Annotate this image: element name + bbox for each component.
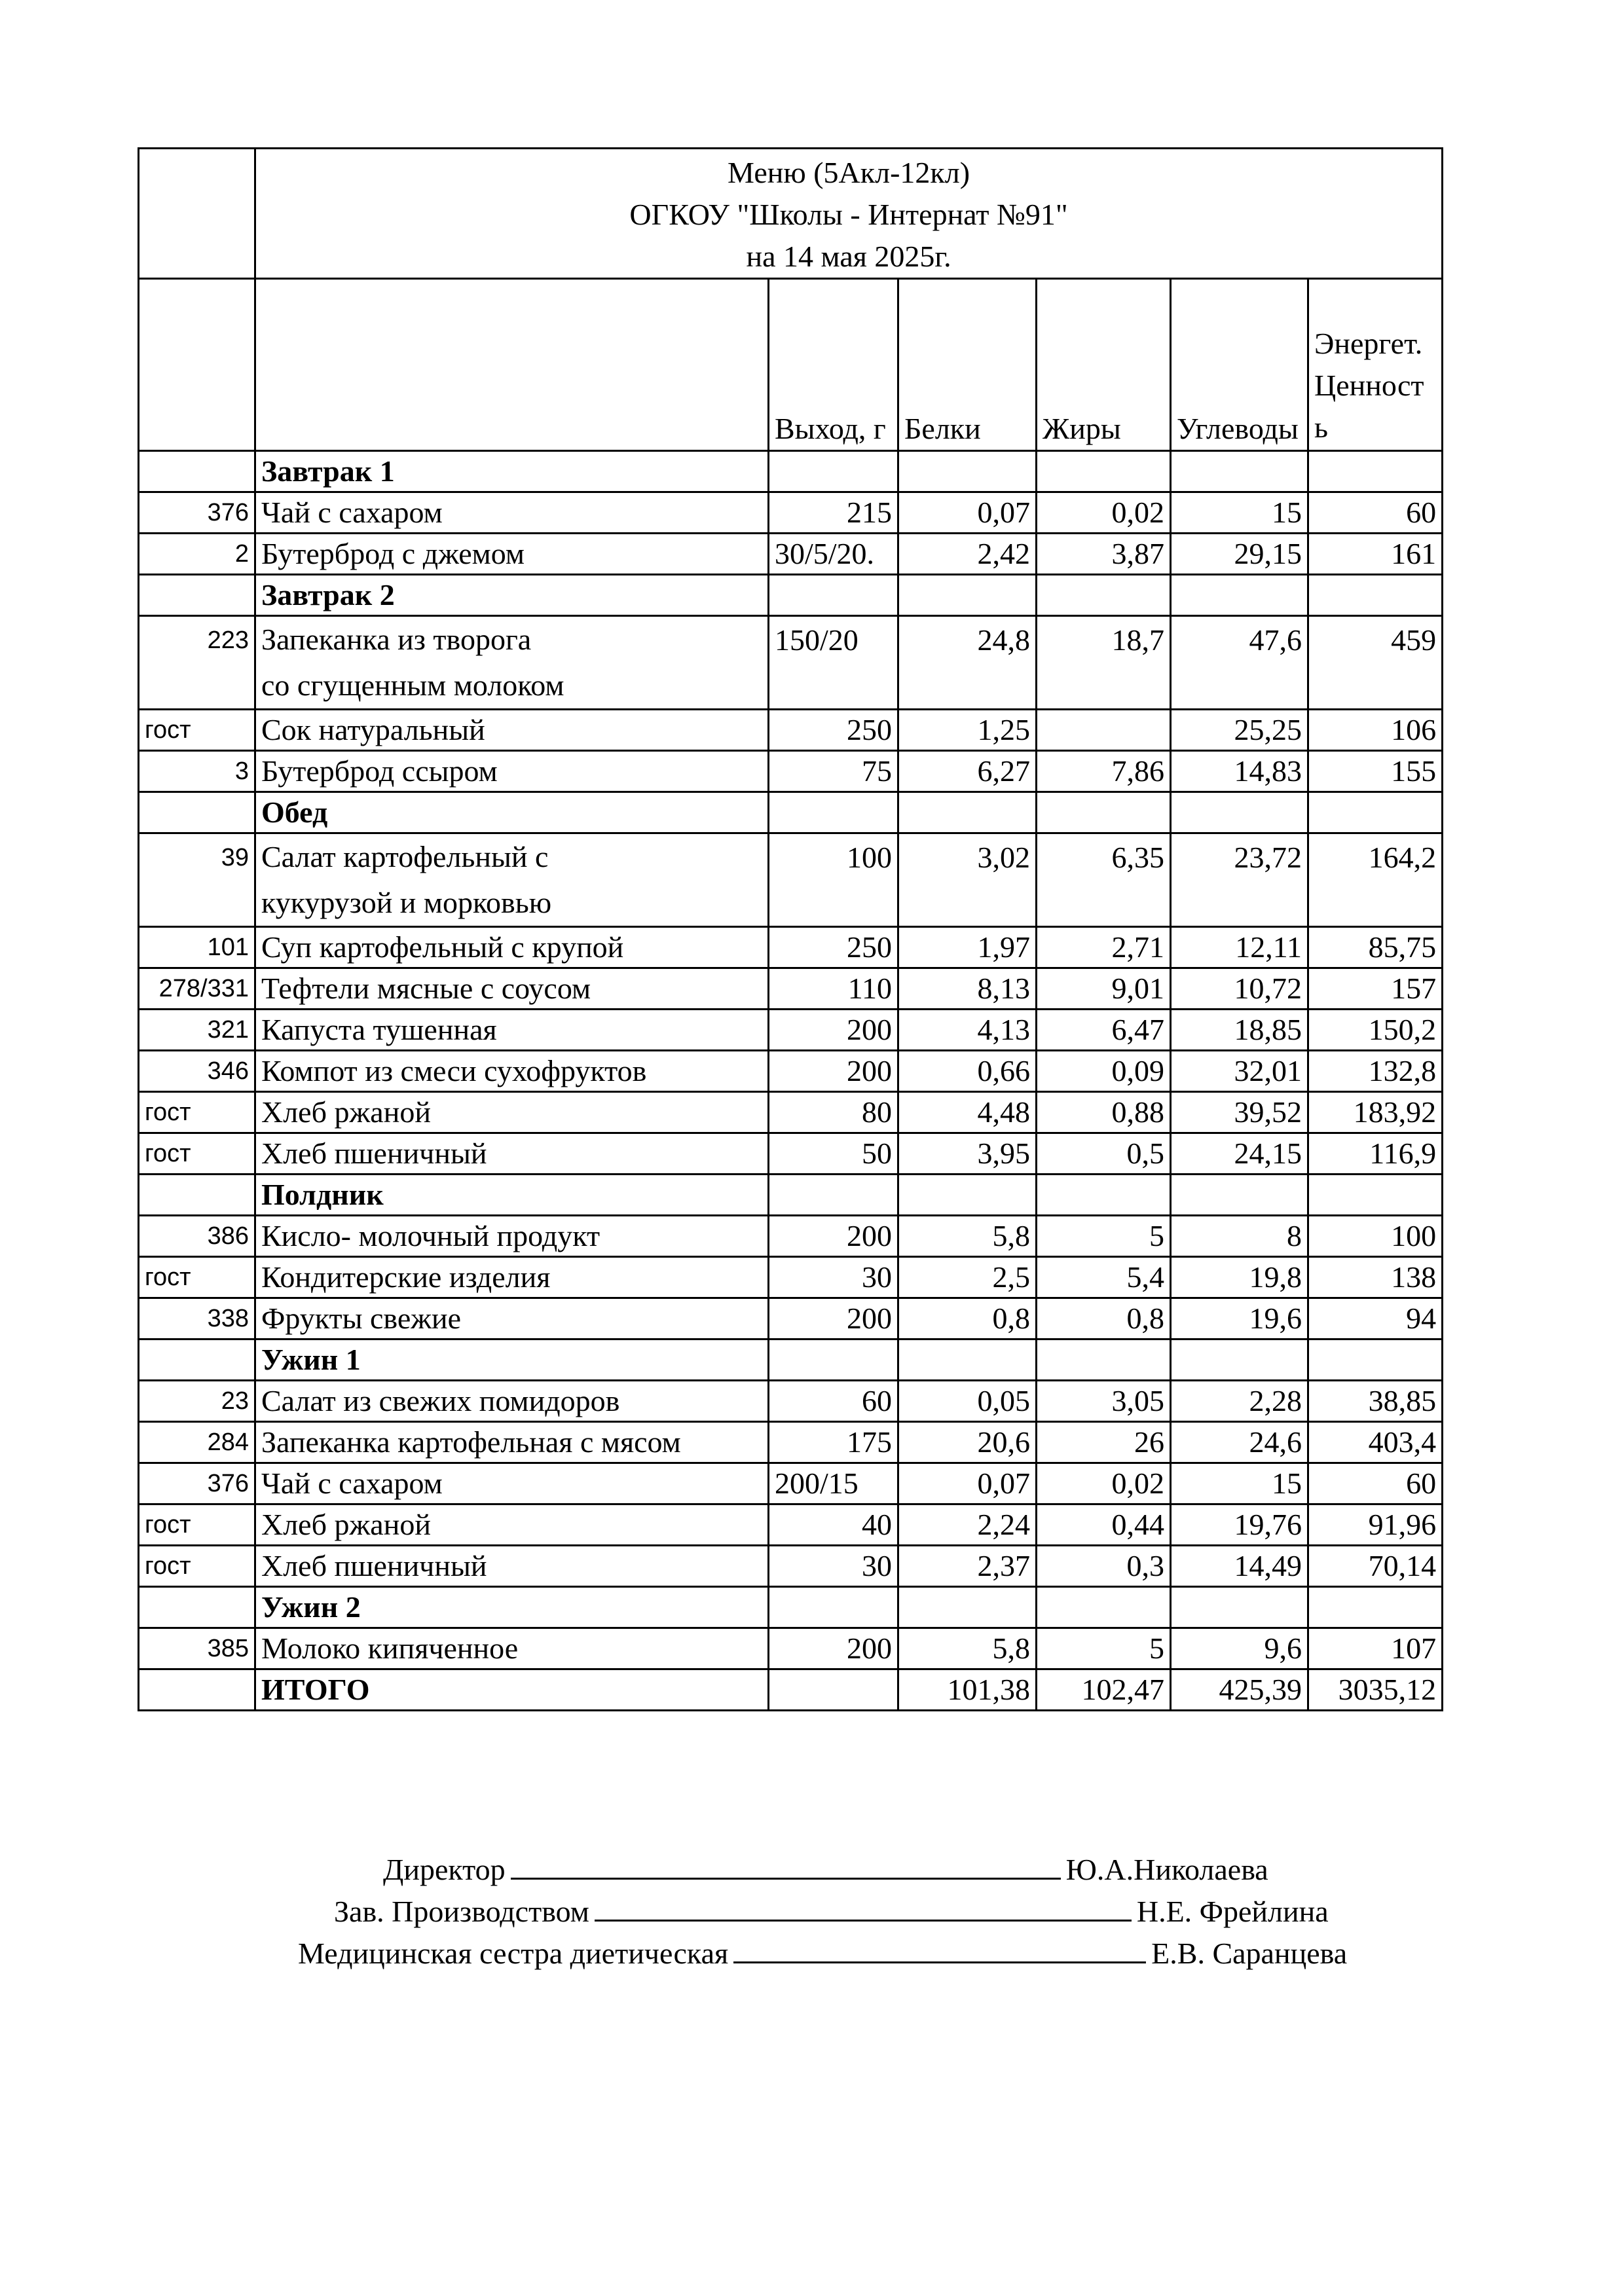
cell-protein: 101,38 xyxy=(898,1669,1037,1711)
cell-energy: 183,92 xyxy=(1308,1092,1443,1133)
cell-fat xyxy=(1037,1175,1171,1216)
recipe-code: 101 xyxy=(139,927,255,968)
title-row xyxy=(139,149,1443,279)
cell-energy: 138 xyxy=(1308,1257,1443,1298)
dish-name: Чай с сахаром xyxy=(255,1463,769,1504)
recipe-code xyxy=(139,1669,255,1711)
cell-protein xyxy=(898,792,1037,833)
cell-fat: 102,47 xyxy=(1037,1669,1171,1711)
cell-fat xyxy=(1037,575,1171,616)
cell-protein: 4,13 xyxy=(898,1010,1037,1051)
total-row xyxy=(139,1669,1443,1711)
cell-carbs: 14,83 xyxy=(1171,751,1308,792)
cell-carbs: 14,49 xyxy=(1171,1546,1308,1587)
cell-output: 250 xyxy=(769,710,898,751)
dish-name-line-2: кукурузой и морковью xyxy=(261,886,552,919)
section-title: Завтрак 2 xyxy=(255,575,769,616)
cell-output: 250 xyxy=(769,927,898,968)
cell-carbs xyxy=(1171,1175,1308,1216)
cell-fat xyxy=(1037,1587,1171,1628)
recipe-code: гост xyxy=(139,710,255,751)
recipe-code xyxy=(139,575,255,616)
dish-name: Суп картофельный с крупой xyxy=(255,927,769,968)
dish-name: Салат из свежих помидоров xyxy=(255,1381,769,1422)
cell-protein: 20,6 xyxy=(898,1422,1037,1463)
cell-output: 50 xyxy=(769,1133,898,1175)
section-title: Ужин 2 xyxy=(255,1587,769,1628)
recipe-code xyxy=(139,1339,255,1381)
recipe-code xyxy=(139,1587,255,1628)
cell-protein: 1,25 xyxy=(898,710,1037,751)
cell-output: 75 xyxy=(769,751,898,792)
header-carbs: Углеводы xyxy=(1171,279,1308,451)
cell-fat: 0,3 xyxy=(1037,1546,1171,1587)
cell-energy xyxy=(1308,1175,1443,1216)
dish-name: Чай с сахаром xyxy=(255,492,769,534)
cell-carbs: 32,01 xyxy=(1171,1051,1308,1092)
dish-name: Сок натуральный xyxy=(255,710,769,751)
dish-name: Компот из смеси сухофруктов xyxy=(255,1051,769,1092)
cell-energy: 91,96 xyxy=(1308,1504,1443,1546)
cell-fat xyxy=(1037,451,1171,492)
cell-carbs: 47,6 xyxy=(1171,616,1308,710)
cell-protein: 0,07 xyxy=(898,1463,1037,1504)
signature-name: Н.Е. Фрейлина xyxy=(1136,1895,1329,1928)
table-row xyxy=(139,1092,1443,1133)
cell-fat: 0,88 xyxy=(1037,1092,1171,1133)
cell-energy: 85,75 xyxy=(1308,927,1443,968)
cell-energy: 161 xyxy=(1308,534,1443,575)
signature-director xyxy=(383,1846,1268,1891)
table-row xyxy=(139,1216,1443,1257)
section-row xyxy=(139,792,1443,833)
table-row xyxy=(139,492,1443,534)
section-row xyxy=(139,451,1443,492)
cell-fat xyxy=(1037,710,1171,751)
cell-protein: 0,66 xyxy=(898,1051,1037,1092)
section-row xyxy=(139,1175,1443,1216)
cell-carbs: 19,76 xyxy=(1171,1504,1308,1546)
signature-role: Медицинская сестра диетическая xyxy=(298,1937,729,1970)
cell-fat: 5,4 xyxy=(1037,1257,1171,1298)
cell-fat: 5 xyxy=(1037,1628,1171,1669)
signature-nurse xyxy=(298,1930,1347,1975)
table-row xyxy=(139,1381,1443,1422)
cell-fat: 2,71 xyxy=(1037,927,1171,968)
section-title: Ужин 1 xyxy=(255,1339,769,1381)
title-line-2: ОГКОУ "Школы - Интернат №91" xyxy=(629,198,1068,231)
table-row xyxy=(139,1051,1443,1092)
dish-name: Хлеб пшеничный xyxy=(255,1133,769,1175)
cell-carbs: 39,52 xyxy=(1171,1092,1308,1133)
signature-line xyxy=(733,1930,1146,1963)
recipe-code: гост xyxy=(139,1257,255,1298)
cell-energy xyxy=(1308,451,1443,492)
cell-energy: 100 xyxy=(1308,1216,1443,1257)
cell-energy: 94 xyxy=(1308,1298,1443,1339)
cell-protein: 1,97 xyxy=(898,927,1037,968)
cell-energy xyxy=(1308,1587,1443,1628)
dish-name: Хлеб ржаной xyxy=(255,1504,769,1546)
cell-carbs: 25,25 xyxy=(1171,710,1308,751)
table-row xyxy=(139,927,1443,968)
cell-output: 200 xyxy=(769,1051,898,1092)
cell-fat: 0,44 xyxy=(1037,1504,1171,1546)
table-row xyxy=(139,1257,1443,1298)
cell-protein xyxy=(898,1587,1037,1628)
cell-carbs: 15 xyxy=(1171,1463,1308,1504)
header-row xyxy=(139,279,1443,451)
cell-energy xyxy=(1308,1339,1443,1381)
cell-output xyxy=(769,1339,898,1381)
cell-output xyxy=(769,1669,898,1711)
cell-energy: 116,9 xyxy=(1308,1133,1443,1175)
cell-protein: 3,95 xyxy=(898,1133,1037,1175)
recipe-code: 3 xyxy=(139,751,255,792)
cell-output: 150/20 xyxy=(769,616,898,710)
recipe-code xyxy=(139,451,255,492)
cell-energy: 155 xyxy=(1308,751,1443,792)
cell-protein: 5,8 xyxy=(898,1628,1037,1669)
signature-role: Директор xyxy=(383,1853,506,1886)
dish-name xyxy=(255,616,769,710)
cell-energy xyxy=(1308,575,1443,616)
table-row xyxy=(139,1010,1443,1051)
header-energy-line-1: Энергет. xyxy=(1314,327,1423,360)
cell-output: 80 xyxy=(769,1092,898,1133)
cell-output: 60 xyxy=(769,1381,898,1422)
table-row xyxy=(139,534,1443,575)
total-label: ИТОГО xyxy=(255,1669,769,1711)
cell-protein xyxy=(898,575,1037,616)
cell-energy: 107 xyxy=(1308,1628,1443,1669)
recipe-code: 223 xyxy=(139,616,255,710)
dish-name: Молоко кипяченное xyxy=(255,1628,769,1669)
cell-protein: 2,5 xyxy=(898,1257,1037,1298)
cell-output: 200 xyxy=(769,1216,898,1257)
cell-output: 200 xyxy=(769,1010,898,1051)
recipe-code: 2 xyxy=(139,534,255,575)
cell-fat: 6,35 xyxy=(1037,833,1171,927)
cell-carbs xyxy=(1171,1339,1308,1381)
cell-energy: 403,4 xyxy=(1308,1422,1443,1463)
cell-energy: 132,8 xyxy=(1308,1051,1443,1092)
dish-name: Хлеб пшеничный xyxy=(255,1546,769,1587)
table-row xyxy=(139,968,1443,1010)
cell-carbs: 19,6 xyxy=(1171,1298,1308,1339)
recipe-code: 376 xyxy=(139,492,255,534)
signature-name: Е.В. Саранцева xyxy=(1151,1937,1348,1970)
cell-protein: 24,8 xyxy=(898,616,1037,710)
cell-output: 30 xyxy=(769,1257,898,1298)
recipe-code xyxy=(139,792,255,833)
cell-output: 175 xyxy=(769,1422,898,1463)
dish-name-line-1: Салат картофельный с xyxy=(261,840,549,873)
recipe-code: гост xyxy=(139,1546,255,1587)
cell-fat: 0,8 xyxy=(1037,1298,1171,1339)
cell-carbs: 2,28 xyxy=(1171,1381,1308,1422)
recipe-code: 376 xyxy=(139,1463,255,1504)
header-output: Выход, г xyxy=(769,279,898,451)
section-title: Обед xyxy=(255,792,769,833)
recipe-code: гост xyxy=(139,1504,255,1546)
table-row xyxy=(139,1298,1443,1339)
cell-energy: 157 xyxy=(1308,968,1443,1010)
cell-energy: 3035,12 xyxy=(1308,1669,1443,1711)
cell-protein xyxy=(898,1175,1037,1216)
recipe-code xyxy=(139,1175,255,1216)
header-energy-line-3: ь xyxy=(1314,410,1328,444)
cell-output: 30/5/20. xyxy=(769,534,898,575)
cell-carbs xyxy=(1171,575,1308,616)
cell-output: 100 xyxy=(769,833,898,927)
signature-name: Ю.А.Николаева xyxy=(1065,1853,1268,1886)
dish-name-line-2: со сгущенным молоком xyxy=(261,668,564,702)
section-row xyxy=(139,1587,1443,1628)
cell-protein: 5,8 xyxy=(898,1216,1037,1257)
section-row xyxy=(139,1339,1443,1381)
cell-fat: 0,02 xyxy=(1037,1463,1171,1504)
cell-output: 200 xyxy=(769,1628,898,1669)
cell-carbs xyxy=(1171,792,1308,833)
table-row xyxy=(139,1504,1443,1546)
cell-carbs: 23,72 xyxy=(1171,833,1308,927)
table-row xyxy=(139,833,1443,927)
dish-name: Бутерброд ссыром xyxy=(255,751,769,792)
section-title: Полдник xyxy=(255,1175,769,1216)
table-row xyxy=(139,1463,1443,1504)
dish-name: Фрукты свежие xyxy=(255,1298,769,1339)
recipe-code: 39 xyxy=(139,833,255,927)
cell-carbs: 18,85 xyxy=(1171,1010,1308,1051)
cell-energy: 150,2 xyxy=(1308,1010,1443,1051)
cell-energy: 164,2 xyxy=(1308,833,1443,927)
cell-fat xyxy=(1037,792,1171,833)
cell-output: 200/15 xyxy=(769,1463,898,1504)
cell-carbs: 425,39 xyxy=(1171,1669,1308,1711)
header-name xyxy=(255,279,769,451)
cell-output xyxy=(769,451,898,492)
cell-fat: 0,09 xyxy=(1037,1051,1171,1092)
cell-energy: 106 xyxy=(1308,710,1443,751)
header-energy xyxy=(1308,279,1443,451)
cell-energy: 60 xyxy=(1308,492,1443,534)
cell-carbs: 12,11 xyxy=(1171,927,1308,968)
cell-fat: 5 xyxy=(1037,1216,1171,1257)
dish-name: Запеканка картофельная с мясом xyxy=(255,1422,769,1463)
table-row xyxy=(139,1133,1443,1175)
cell-protein: 0,8 xyxy=(898,1298,1037,1339)
cell-carbs: 29,15 xyxy=(1171,534,1308,575)
cell-output: 30 xyxy=(769,1546,898,1587)
cell-output xyxy=(769,575,898,616)
cell-protein: 2,42 xyxy=(898,534,1037,575)
cell-fat: 18,7 xyxy=(1037,616,1171,710)
recipe-code: 346 xyxy=(139,1051,255,1092)
table-row xyxy=(139,1628,1443,1669)
cell-protein: 2,37 xyxy=(898,1546,1037,1587)
cell-output: 40 xyxy=(769,1504,898,1546)
recipe-code: 23 xyxy=(139,1381,255,1422)
cell-output xyxy=(769,1175,898,1216)
dish-name: Кондитерские изделия xyxy=(255,1257,769,1298)
recipe-code: 278/331 xyxy=(139,968,255,1010)
cell-fat: 0,5 xyxy=(1037,1133,1171,1175)
recipe-code: 386 xyxy=(139,1216,255,1257)
cell-carbs: 15 xyxy=(1171,492,1308,534)
cell-fat: 3,05 xyxy=(1037,1381,1171,1422)
cell-protein: 2,24 xyxy=(898,1504,1037,1546)
corner-cell xyxy=(139,149,255,279)
table-row xyxy=(139,710,1443,751)
cell-carbs xyxy=(1171,451,1308,492)
menu-title xyxy=(255,149,1443,279)
recipe-code: гост xyxy=(139,1133,255,1175)
cell-fat: 0,02 xyxy=(1037,492,1171,534)
dish-name: Хлеб ржаной xyxy=(255,1092,769,1133)
cell-protein: 6,27 xyxy=(898,751,1037,792)
cell-protein xyxy=(898,451,1037,492)
cell-output: 215 xyxy=(769,492,898,534)
dish-name-line-1: Запеканка из творога xyxy=(261,623,532,656)
cell-carbs: 8 xyxy=(1171,1216,1308,1257)
cell-protein: 8,13 xyxy=(898,968,1037,1010)
cell-carbs: 10,72 xyxy=(1171,968,1308,1010)
cell-fat: 26 xyxy=(1037,1422,1171,1463)
cell-protein xyxy=(898,1339,1037,1381)
signature-role: Зав. Производством xyxy=(334,1895,589,1928)
recipe-code: 284 xyxy=(139,1422,255,1463)
cell-fat: 9,01 xyxy=(1037,968,1171,1010)
cell-energy: 38,85 xyxy=(1308,1381,1443,1422)
cell-protein: 0,07 xyxy=(898,492,1037,534)
cell-output: 110 xyxy=(769,968,898,1010)
cell-fat: 7,86 xyxy=(1037,751,1171,792)
table-row xyxy=(139,751,1443,792)
cell-carbs: 24,6 xyxy=(1171,1422,1308,1463)
title-line-1: Меню (5Акл-12кл) xyxy=(728,156,970,189)
dish-name: Бутерброд с джемом xyxy=(255,534,769,575)
header-protein: Белки xyxy=(898,279,1037,451)
menu-table xyxy=(138,147,1443,1711)
cell-energy: 60 xyxy=(1308,1463,1443,1504)
signature-line xyxy=(595,1888,1132,1922)
dish-name: Тефтели мясные с соусом xyxy=(255,968,769,1010)
cell-energy: 459 xyxy=(1308,616,1443,710)
cell-carbs: 19,8 xyxy=(1171,1257,1308,1298)
dish-name: Кисло- молочный продукт xyxy=(255,1216,769,1257)
recipe-code: гост xyxy=(139,1092,255,1133)
table-row xyxy=(139,616,1443,710)
cell-fat xyxy=(1037,1339,1171,1381)
cell-energy: 70,14 xyxy=(1308,1546,1443,1587)
cell-protein: 4,48 xyxy=(898,1092,1037,1133)
cell-carbs: 24,15 xyxy=(1171,1133,1308,1175)
signature-production-head xyxy=(334,1888,1329,1933)
cell-protein: 3,02 xyxy=(898,833,1037,927)
dish-name: Капуста тушенная xyxy=(255,1010,769,1051)
section-row xyxy=(139,575,1443,616)
cell-output: 200 xyxy=(769,1298,898,1339)
section-title: Завтрак 1 xyxy=(255,451,769,492)
cell-energy xyxy=(1308,792,1443,833)
title-line-3: на 14 мая 2025г. xyxy=(746,240,951,273)
header-fat: Жиры xyxy=(1037,279,1171,451)
cell-output xyxy=(769,792,898,833)
cell-carbs: 9,6 xyxy=(1171,1628,1308,1669)
cell-protein: 0,05 xyxy=(898,1381,1037,1422)
cell-fat: 3,87 xyxy=(1037,534,1171,575)
header-energy-line-2: Ценност xyxy=(1314,369,1424,402)
recipe-code: 385 xyxy=(139,1628,255,1669)
cell-carbs xyxy=(1171,1587,1308,1628)
table-row xyxy=(139,1422,1443,1463)
cell-output xyxy=(769,1587,898,1628)
recipe-code: 338 xyxy=(139,1298,255,1339)
dish-name xyxy=(255,833,769,927)
header-code xyxy=(139,279,255,451)
cell-fat: 6,47 xyxy=(1037,1010,1171,1051)
table-row xyxy=(139,1546,1443,1587)
recipe-code: 321 xyxy=(139,1010,255,1051)
signature-line xyxy=(511,1846,1061,1880)
